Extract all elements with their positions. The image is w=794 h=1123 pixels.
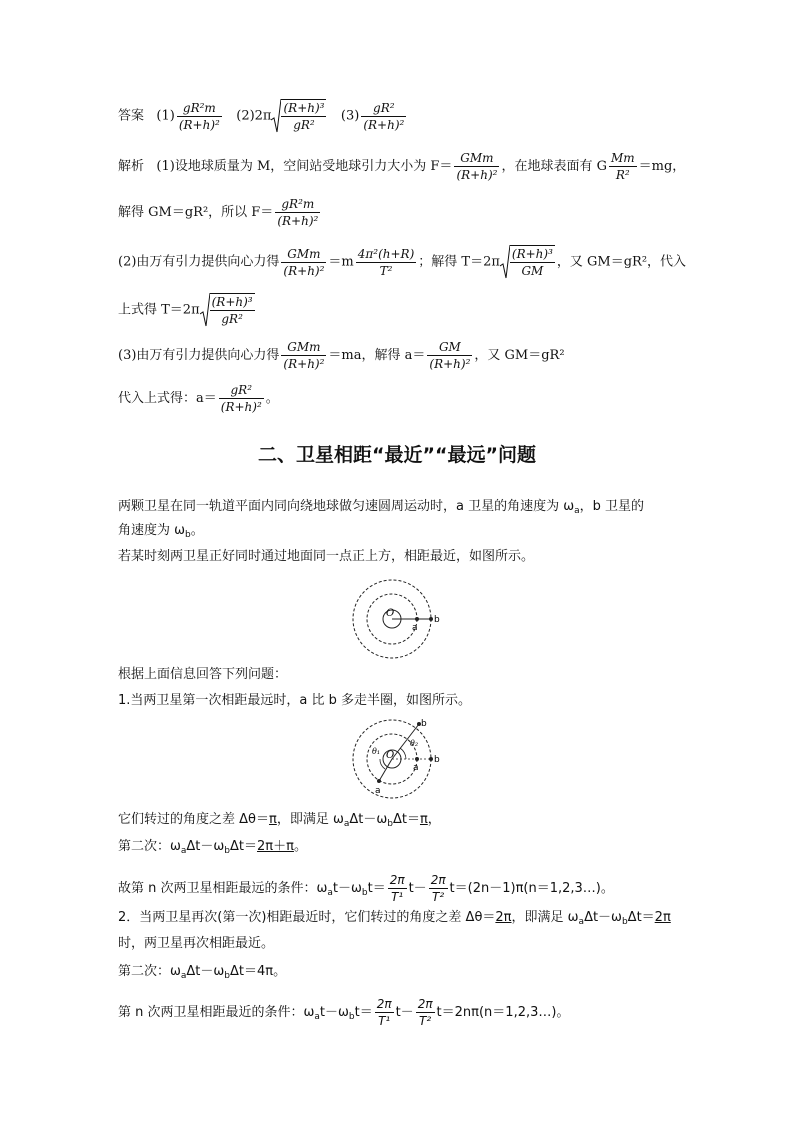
satellite-a-label: a xyxy=(413,763,419,773)
satellite-b-label: b xyxy=(421,719,427,729)
sqrt-fraction: $\frac{\text{(R+h)³}}{GM}$ xyxy=(511,247,553,278)
answer-line: 答案 (1) $\frac{\text{gR²m}}{\text{(R+h)²}}$ (2)2π $\frac{\text{(R+h)³}}{\text{gR²}}$ (3) $\frac{\text{gR²}}{\text{(R+h)²}}$ xyxy=(118,98,408,134)
center-label: O xyxy=(386,750,395,761)
body-p10: 时，两卫星再次相距最近。 xyxy=(118,936,275,951)
fraction: $\frac{2\pi}{\text{T²}}$ xyxy=(417,997,433,1028)
section-title: 二、卫星相距“最近”“最远”问题 xyxy=(258,444,536,466)
body-p12: 第 n 次两卫星相距最近的条件：$\omega_at-\omega_bt=$ $\frac{2\pi}{\text{T¹}}$ t－ $\frac{2\pi}{\text{T²}}$ t＝2nπ(n＝1,2,3…)。 xyxy=(118,997,570,1028)
answer-fraction-3: $\frac{\text{gR²}}{\text{(R+h)²}}$ xyxy=(363,100,405,132)
satellite-b-label: b xyxy=(434,615,440,625)
answer-fraction-1: $\frac{\text{gR²m}}{\text{(R+h)²}}$ xyxy=(178,100,220,132)
body-p1: 两颗卫星在同一轨道平面内同向绕地球做匀速圆周运动时，a 卫星的角速度为 $\omega_a$，b 卫星的 xyxy=(118,499,645,516)
body-p5: 1.当两卫星第一次相距最远时，a 比 b 多走半圈，如图所示。 xyxy=(118,693,472,708)
fraction: GMm (R+h)² xyxy=(283,246,325,278)
fraction: GMm (R+h)² xyxy=(283,340,325,371)
fraction: $\frac{2\pi}{\text{T²}}$ xyxy=(430,873,446,904)
fraction: $\frac{\text{gR²m}}{\text{(R+h)²}}$ xyxy=(277,197,319,228)
analysis-line-4: 上式得 T＝2π $\frac{\text{(R+h)³}}{\text{gR²}}$ xyxy=(118,292,257,328)
theta2-label: θ₂ xyxy=(410,739,419,748)
sqrt-symbol xyxy=(500,244,510,280)
body-p8: 故第 n 次两卫星相距最远的条件：$\omega_at-\omega_bt=$ $\frac{2\pi}{\text{T¹}}$ t－ $\frac{2\pi}{\text{T²}}$ t＝(2n－1)π(n＝1,2,3…)。 xyxy=(118,873,614,904)
answer-fraction-2: $\frac{\text{(R+h)³}}{\text{gR²}}$ xyxy=(283,101,325,132)
fraction: $\frac{2\pi}{\text{T¹}}$ xyxy=(389,873,405,904)
fraction: $\frac{\text{4π²(h+R)}}{\text{T²}}$ xyxy=(357,246,415,278)
fraction: GMm (R+h)² xyxy=(456,151,498,182)
orbit-figure-1 xyxy=(350,578,450,660)
analysis-line-2: 解得 GM＝gR²，所以 F＝ $\frac{\text{gR²m}}{\text{(R+h)²}}$ xyxy=(118,197,319,228)
body-p6: 它们转过的角度之差 Δθ＝π，即满足 $\omega_a\Delta t-\omega_b\Delta t=\pi$， xyxy=(118,812,441,829)
body-p3: 若某时刻两卫星正好同时通过地面同一点正上方，相距最近，如图所示。 xyxy=(118,549,535,564)
body-p7: 第二次：$\omega_a\Delta t-\omega_b\Delta t=2\pi+\pi$。 xyxy=(118,839,307,856)
body-p9: 2．当两卫星再次(第一次)相距最近时，它们转过的角度之差 Δθ＝2π，即满足 $\omega_a\Delta t-\omega_b\Delta t=2\pi$ xyxy=(118,910,671,927)
analysis-line-6: 代入上式得：a＝ $\frac{\text{gR²}}{\text{(R+h)²}}$ 。 xyxy=(118,383,279,414)
analysis-line-5: (3)由万有引力提供向心力得 GMm (R+h)² ＝ma，解得 a＝ $\frac{GM}{\text{(R+h)²}}$ ，又 GM＝gR² xyxy=(118,340,565,371)
fraction: $\frac{2\pi}{\text{T¹}}$ xyxy=(376,997,392,1028)
fraction: $\frac{\text{gR²}}{\text{(R+h)²}}$ xyxy=(220,383,262,414)
fraction: $\frac{Mm}{\text{R²}}$ xyxy=(610,151,635,182)
body-p11: 第二次：$\omega_a\Delta t-\omega_b\Delta t=4\pi$。 xyxy=(118,964,287,981)
analysis-line-3: (2)由万有引力提供向心力得 GMm (R+h)² ＝m $\frac{\text{4π²(h+R)}}{\text{T²}}$ ；解得 T＝2π $\frac{\text{(R+h)³}}{GM}$ ，又 GM＝gR²，代入 xyxy=(118,244,686,280)
theta1-label: θ₁ xyxy=(372,747,381,756)
fraction: $\frac{GM}{\text{(R+h)²}}$ xyxy=(429,340,471,371)
analysis-line-1: 解析 (1)设地球质量为 M，空间站受地球引力大小为 F＝ GMm (R+h)² ，在地球表面有 G $\frac{Mm}{\text{R²}}$ ＝mg， xyxy=(118,151,686,182)
sqrt-fraction: $\frac{\text{(R+h)³}}{\text{gR²}}$ xyxy=(211,295,253,326)
sqrt-symbol xyxy=(271,98,281,134)
satellite-b-label: b xyxy=(434,755,440,765)
satellite-a-label: a xyxy=(375,786,381,796)
orbit-figure-2 xyxy=(350,716,450,800)
satellite-a-label: a xyxy=(412,623,418,633)
body-p2: 角速度为 $\omega_b$。 xyxy=(118,523,204,540)
analysis-label: 解析 xyxy=(118,159,145,174)
body-p4: 根据上面信息回答下列问题： xyxy=(118,667,288,682)
answer-label: 答案 xyxy=(118,108,145,124)
sqrt-symbol xyxy=(200,292,210,328)
center-label: O xyxy=(386,608,395,619)
